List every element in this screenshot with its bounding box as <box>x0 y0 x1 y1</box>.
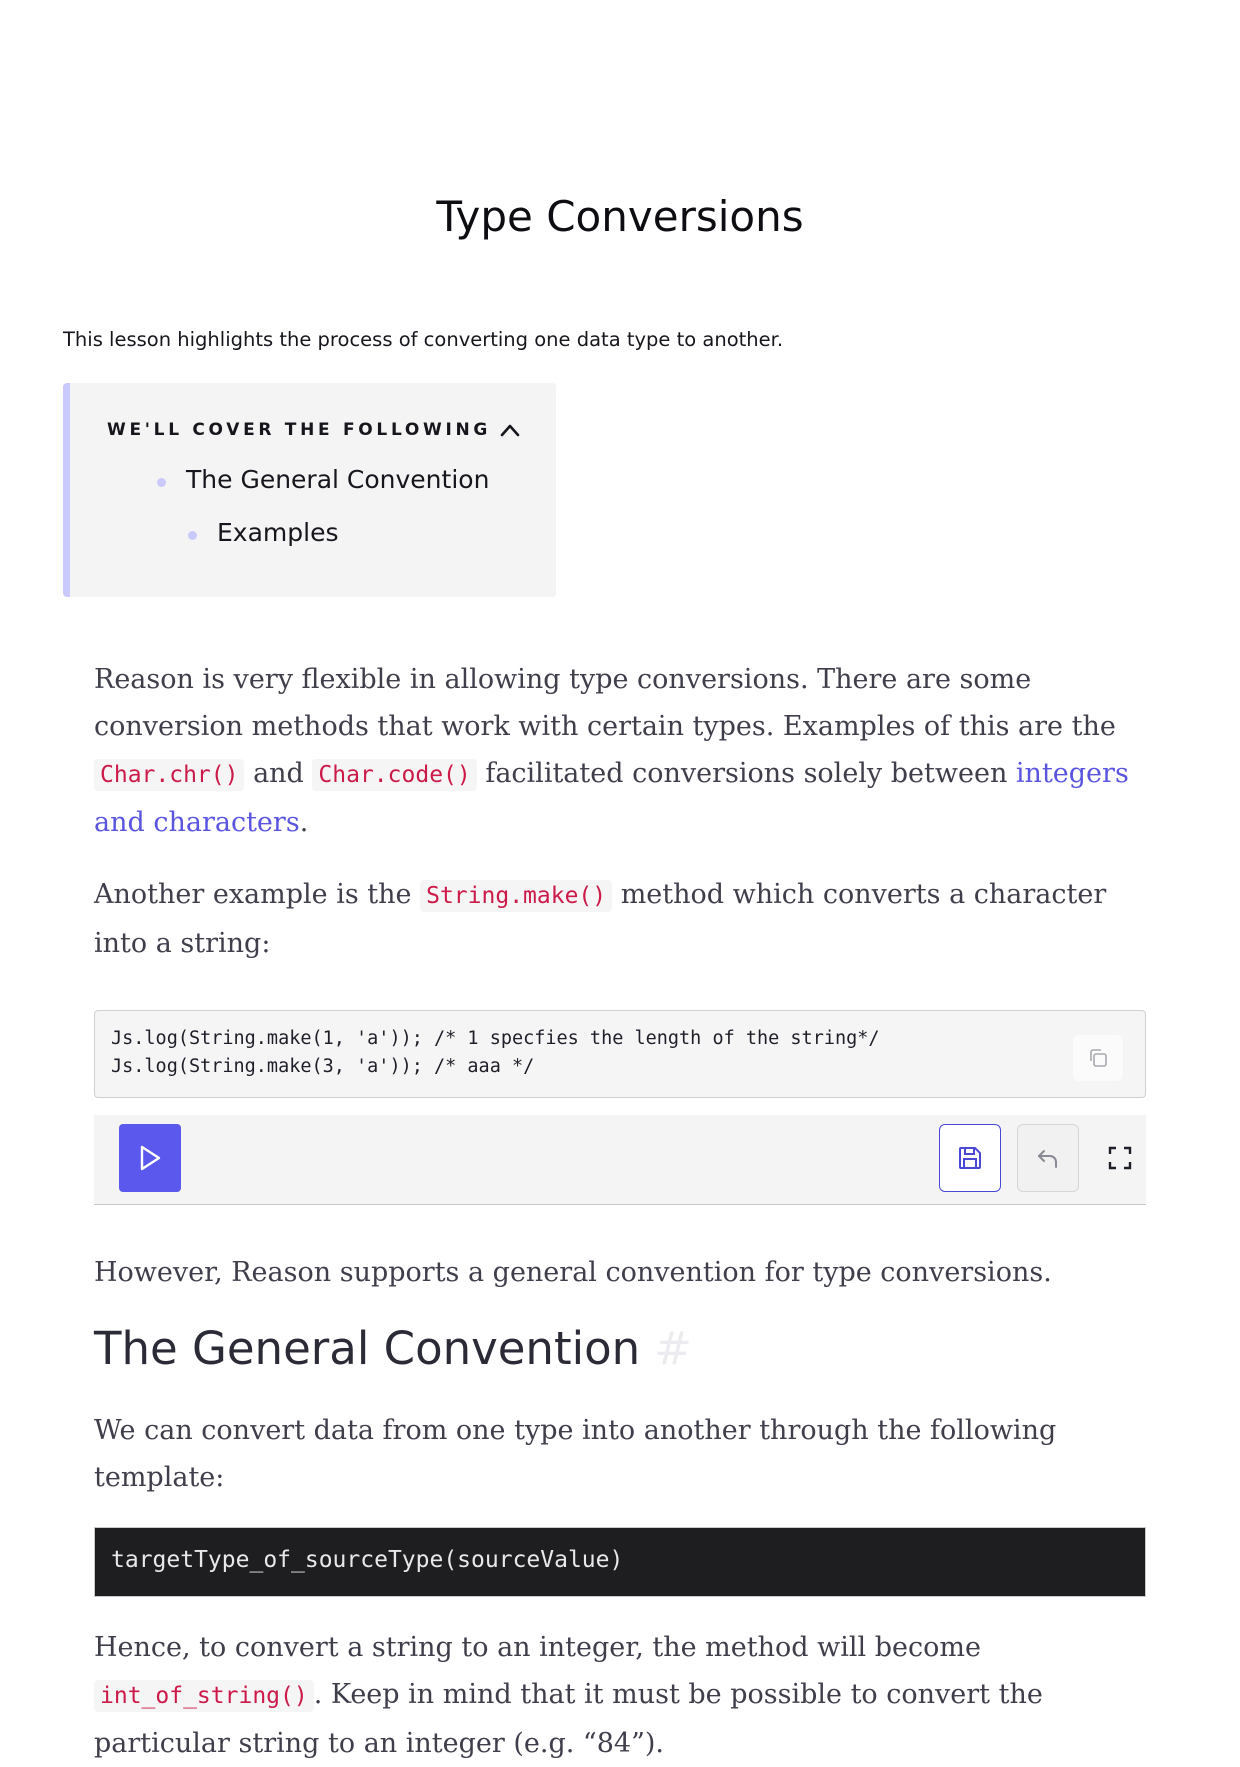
paragraph-template-intro: We can convert data from one type into another through the following template: <box>94 1415 1057 1493</box>
toc-item-general-convention[interactable] <box>186 465 489 494</box>
code-toolbar <box>94 1115 1146 1205</box>
section-heading <box>94 1319 692 1379</box>
save-icon <box>956 1144 984 1172</box>
copy-icon <box>1087 1047 1109 1069</box>
template-code-block <box>94 1527 1146 1597</box>
play-icon <box>137 1143 163 1173</box>
toc-item-label: Examples <box>217 518 339 547</box>
text: facilitated conversions solely between <box>476 758 1016 789</box>
code-editor[interactable] <box>94 1010 1146 1098</box>
text: and <box>244 758 313 789</box>
inline-code: int_of_string() <box>94 1680 314 1712</box>
bullet <box>188 531 197 540</box>
copy-button[interactable] <box>1073 1035 1123 1081</box>
lesson-summary: This lesson highlights the process of converting one data type to another. <box>63 328 784 351</box>
inline-code: Char.chr() <box>94 759 244 791</box>
paragraph-int-of-string <box>94 1624 1144 1767</box>
save-button[interactable] <box>939 1124 1001 1192</box>
code-line: Js.log(String.make(1, 'a')); /* 1 specfies the length of the string*/ <box>111 1028 880 1049</box>
paragraph-intro <box>94 656 1144 846</box>
inline-code: Char.code() <box>312 759 476 791</box>
toc-heading-label: WE'LL COVER THE FOLLOWING <box>107 420 492 440</box>
undo-icon <box>1034 1144 1062 1172</box>
toc-item-examples[interactable] <box>217 518 338 547</box>
text: Hence, to convert a string to an integer, the method will become <box>94 1632 981 1663</box>
code-line: Js.log(String.make(3, 'a')); /* aaa */ <box>111 1056 535 1077</box>
text: . Keep in mind that it must be possible to convert the particular string to an integer (e.g. “84”). <box>94 1679 1043 1759</box>
link-integers-and-characters[interactable]: integers and characters <box>94 758 1129 838</box>
section-anchor-link[interactable]: # <box>654 1322 692 1375</box>
fullscreen-icon <box>1107 1145 1133 1171</box>
template-code: targetType_of_sourceType(sourceValue) <box>111 1547 624 1573</box>
inline-code: String.make() <box>420 880 612 912</box>
paragraph-general-convention: However, Reason supports a general convention for type conversions. <box>94 1257 1052 1288</box>
undo-button[interactable] <box>1017 1124 1079 1192</box>
fullscreen-button[interactable] <box>1095 1124 1145 1192</box>
paragraph-string-make <box>94 871 1144 967</box>
page-title: Type Conversions <box>436 192 804 241</box>
run-button[interactable] <box>119 1124 181 1192</box>
bullet <box>157 478 166 487</box>
text: . <box>299 807 309 838</box>
text: Reason is very flexible in allowing type conversions. There are some conversion methods that work with certain types. Examples of this are the <box>94 664 1116 742</box>
toc-heading[interactable] <box>107 420 520 440</box>
text: method which converts a character into a string: <box>94 879 1107 959</box>
chevron-up-icon[interactable] <box>500 423 520 437</box>
section-title: The General Convention <box>94 1322 641 1375</box>
toc-item-label: The General Convention <box>186 465 490 494</box>
table-of-contents <box>63 383 556 597</box>
text: Another example is the <box>94 879 421 910</box>
